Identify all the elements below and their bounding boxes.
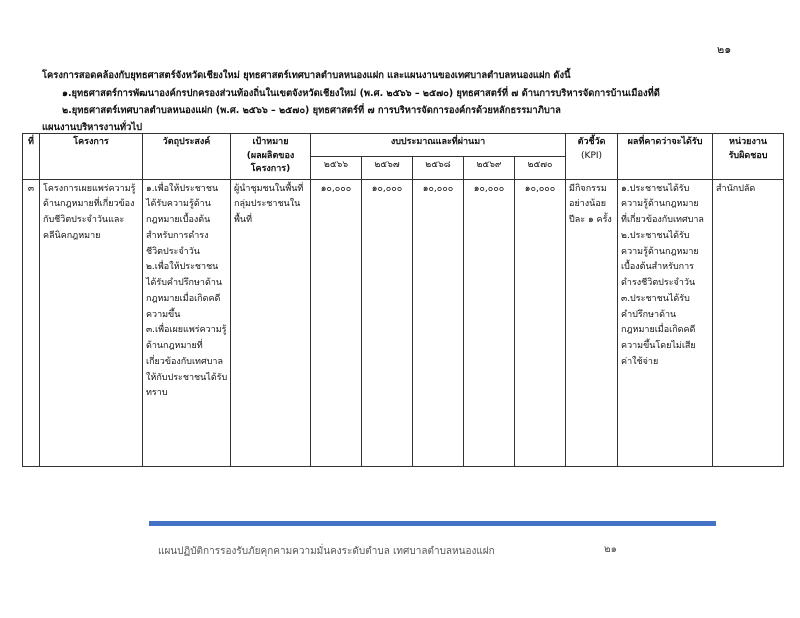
footer-text: แผนปฏิบัติการรองรับภัยคุกคามความมั่นคงระดับตำบล เทศบาลตำบลหนองแฝก (158, 546, 495, 557)
header-result: ผลที่คาดว่าจะได้รับ (618, 134, 713, 180)
header-kpi: ตัวชี้วัด (KPI) (566, 134, 618, 180)
header-year: ๒๕๖๗ (362, 156, 413, 179)
header-target: เป้าหมาย (ผลผลิตของ โครงการ) (231, 134, 311, 180)
header-year: ๒๕๗๐ (515, 156, 566, 179)
footer-divider-bar (149, 521, 716, 526)
row-target: ผู้นำชุมชนในพื้นที่ กลุ่มประชาชนใน พื้นที่ (231, 179, 311, 466)
header-no: ที่ (23, 134, 40, 180)
row-budget: ๑๐,๐๐๐ (464, 179, 515, 466)
row-no: ๓ (23, 179, 40, 466)
row-kpi: มีกิจกรรม อย่างน้อย ปีละ ๑ ครั้ง (566, 179, 618, 466)
header-objective: วัตถุประสงค์ (143, 134, 231, 180)
header-year: ๒๕๖๙ (464, 156, 515, 179)
row-budget: ๑๐,๐๐๐ (515, 179, 566, 466)
header-year: ๒๕๖๖ (311, 156, 362, 179)
row-budget: ๑๐,๐๐๐ (311, 179, 362, 466)
header-line-1: โครงการสอดคล้องกับยุทธศาสตร์จังหวัดเชียงใหม่ ยุทธศาสตร์เทศบาลตำบลหนองแฝก และแผนงานของเทศบาลตำบลหนองแฝก ดังนี้ (42, 70, 571, 81)
project-plan-table (22, 133, 784, 467)
row-budget: ๑๐,๐๐๐ (362, 179, 413, 466)
row-objective: ๑.เพื่อให้ประชาชน ได้รับความรู้ด้าน กฎหมายเบื้องต้น สำหรับการดำรง ชีวิตประจำวัน ๒.เพื่อให้ประชาชน ได้รับคำปรึกษาด้าน กฎหมายเมื่อเกิดคดี ความขึ้น ๓.เพื่อเผยแพร่ความรู้ ด้านกฎหมายที่ เกี่ยวข้องกับเทศบาล ให้กับประชาชนได้รับ ทราบ (143, 179, 231, 466)
footer-page-number: ๒๑ (604, 544, 617, 555)
row-budget: ๑๐,๐๐๐ (413, 179, 464, 466)
table-row (23, 179, 784, 466)
header-line-3: ๒.ยุทธศาสตร์เทศบาลตำบลหนองแฝก (พ.ศ. ๒๕๖๖ – ๒๕๗๐) ยุทธศาสตร์ที่ ๗ การบริหารจัดการองค์กรด้วยหลักธรรมาภิบาล (62, 105, 561, 116)
header-year: ๒๕๖๘ (413, 156, 464, 179)
header-line-4: แผนงานบริหารงานทั่วไป (42, 122, 143, 133)
row-result: ๑.ประชาชนได้รับ ความรู้ด้านกฎหมาย ที่เกี่ยวข้องกับเทศบาล ๒.ประชาชนได้รับ ความรู้ด้านกฎหมาย เบื้องต้นสำหรับการ ดำรงชีวิตประจำวัน ๓.ประชาชนได้รับ คำปรึกษาด้าน กฎหมายเมื่อเกิดคดี ความขึ้นโดยไม่เสีย ค่าใช้จ่าย (618, 179, 713, 466)
page-number: ๒๑ (717, 43, 732, 56)
table-header-row (23, 134, 784, 157)
header-budget: งบประมาณและที่ผ่านมา (311, 134, 566, 157)
header-agency: หน่วยงาน รับผิดชอบ (713, 134, 784, 180)
row-project: โครงการเผยแพร่ความรู้ ด้านกฎหมายที่เกี่ยวข้อง กับชีวิตประจำวันและ คลีนิคกฎหมาย (40, 179, 143, 466)
header-project: โครงการ (40, 134, 143, 180)
row-agency: สำนักปลัด (713, 179, 784, 466)
header-line-2: ๑.ยุทธศาสตร์การพัฒนาองค์กรปกครองส่วนท้องถิ่นในเขตจังหวัดเชียงใหม่ (พ.ศ. ๒๕๖๖ – ๒๕๗๐) ยุทธศาสตร์ที่ ๗ ด้านการบริหารจัดการบ้านเมืองที่ดี (62, 88, 660, 99)
